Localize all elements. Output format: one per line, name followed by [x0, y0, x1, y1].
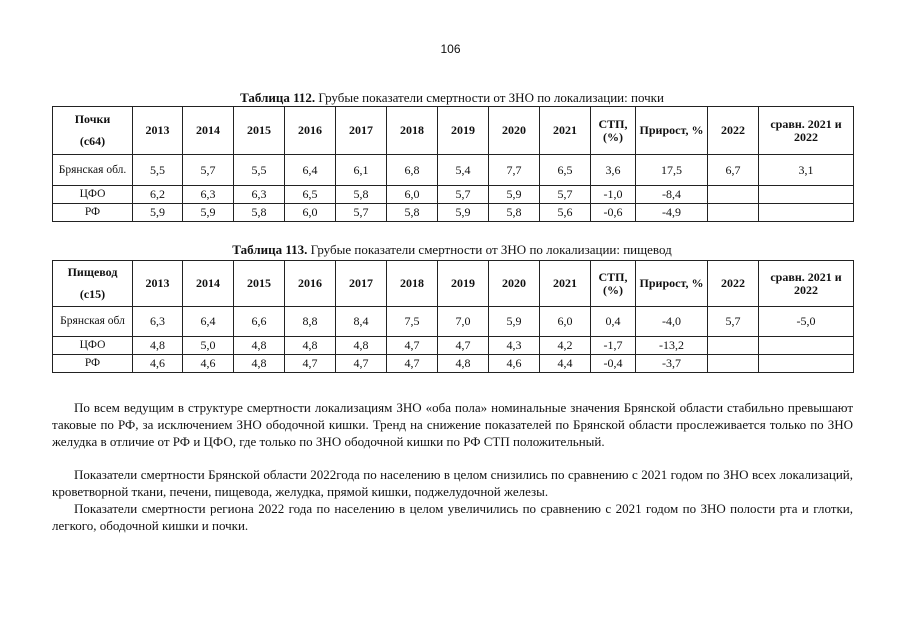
value-cell: 5,7 [183, 155, 234, 186]
caption-label: Таблица 112. [240, 90, 316, 105]
year-header: 2017 [336, 107, 387, 155]
value-cell: 4,8 [336, 337, 387, 355]
value-cell: 6,2 [133, 186, 183, 204]
value-cell: 4,7 [387, 355, 438, 373]
localization-header: Почки (с64) [53, 107, 133, 155]
caption-label: Таблица 113. [232, 242, 308, 257]
value-cell: 4,7 [336, 355, 387, 373]
year-2022-cell [708, 355, 759, 373]
value-cell: 4,6 [183, 355, 234, 373]
table-row [53, 355, 854, 373]
stp-cell: -0,6 [591, 204, 636, 222]
year-2022-header: 2022 [708, 261, 759, 307]
localization-header: Пищевод (с15) [53, 261, 133, 307]
region-cell: РФ [53, 355, 133, 373]
compare-cell [759, 186, 854, 204]
growth-header: Прирост, % [636, 261, 708, 307]
header-row [53, 261, 854, 307]
year-header: 2013 [133, 261, 183, 307]
page-number: 106 [440, 42, 461, 56]
value-cell: 6,8 [387, 155, 438, 186]
stp-header: СТП, (%) [591, 107, 636, 155]
year-header: 2018 [387, 107, 438, 155]
value-cell: 5,9 [489, 307, 540, 337]
compare-cell: 3,1 [759, 155, 854, 186]
value-cell: 6,1 [336, 155, 387, 186]
value-cell: 4,8 [438, 355, 489, 373]
growth-cell: -3,7 [636, 355, 708, 373]
value-cell: 5,9 [438, 204, 489, 222]
value-cell: 6,0 [387, 186, 438, 204]
region-cell: РФ [53, 204, 133, 222]
value-cell: 4,4 [540, 355, 591, 373]
stp-cell: -1,0 [591, 186, 636, 204]
year-header: 2015 [234, 107, 285, 155]
year-header: 2017 [336, 261, 387, 307]
compare-cell [759, 337, 854, 355]
year-header: 2019 [438, 107, 489, 155]
value-cell: 6,0 [540, 307, 591, 337]
stp-cell: -0,4 [591, 355, 636, 373]
year-2022-cell: 6,7 [708, 155, 759, 186]
value-cell: 4,7 [387, 337, 438, 355]
body-paragraph: По всем ведущим в структуре смертности локализациям ЗНО «оба пола» номинальные значения Брянской области стабильно превышают таковые по РФ, за исключением ЗНО ободочной кишки. Тренд на снижение показателей по Брянской области прослеживается только по ЗНО желудка в отличие от РФ и ЦФО, где только по ЗНО ободочной кишки по РФ СТП положительный. [52, 400, 853, 449]
table-caption-kidney [52, 90, 852, 106]
value-cell: 4,8 [285, 337, 336, 355]
growth-header: Прирост, % [636, 107, 708, 155]
stp-cell: -1,7 [591, 337, 636, 355]
year-header: 2019 [438, 261, 489, 307]
region-cell: ЦФО [53, 186, 133, 204]
value-cell: 7,5 [387, 307, 438, 337]
table-row [53, 337, 854, 355]
value-cell: 5,5 [133, 155, 183, 186]
value-cell: 6,5 [285, 186, 336, 204]
value-cell: 5,7 [336, 204, 387, 222]
value-cell: 4,6 [489, 355, 540, 373]
value-cell: 4,8 [234, 355, 285, 373]
value-cell: 5,4 [438, 155, 489, 186]
stp-cell: 3,6 [591, 155, 636, 186]
value-cell: 6,5 [540, 155, 591, 186]
growth-cell: -13,2 [636, 337, 708, 355]
value-cell: 5,9 [489, 186, 540, 204]
table-row [53, 204, 854, 222]
value-cell: 7,0 [438, 307, 489, 337]
value-cell: 7,7 [489, 155, 540, 186]
value-cell: 8,8 [285, 307, 336, 337]
body-paragraph: Показатели смертности Брянской области 2022года по населению в целом снизились по сравнению с 2021 годом по ЗНО всех локализаций, кроветворной ткани, печени, пищевода, желудка, прямой кишки, поджелудочной железы. [52, 467, 853, 499]
compare-cell: -5,0 [759, 307, 854, 337]
value-cell: 6,0 [285, 204, 336, 222]
compare-header: сравн. 2021 и 2022 [759, 107, 854, 155]
stp-cell: 0,4 [591, 307, 636, 337]
value-cell: 5,8 [336, 186, 387, 204]
year-header: 2020 [489, 107, 540, 155]
stp-header: СТП, (%) [591, 261, 636, 307]
year-header: 2020 [489, 261, 540, 307]
value-cell: 4,8 [234, 337, 285, 355]
compare-cell [759, 204, 854, 222]
table-row [53, 186, 854, 204]
year-2022-cell [708, 186, 759, 204]
table-row [53, 307, 854, 337]
growth-cell: -4,9 [636, 204, 708, 222]
growth-cell: -8,4 [636, 186, 708, 204]
table-esophagus [52, 260, 854, 373]
value-cell: 5,8 [489, 204, 540, 222]
year-header: 2021 [540, 261, 591, 307]
value-cell: 5,7 [540, 186, 591, 204]
region-cell: Брянская обл. [53, 155, 133, 186]
value-cell: 5,8 [234, 204, 285, 222]
table-kidney [52, 106, 854, 222]
value-cell: 4,8 [133, 337, 183, 355]
value-cell: 5,9 [183, 204, 234, 222]
year-2022-cell [708, 337, 759, 355]
value-cell: 6,6 [234, 307, 285, 337]
value-cell: 4,7 [285, 355, 336, 373]
value-cell: 5,7 [438, 186, 489, 204]
table-row [53, 155, 854, 186]
year-header: 2016 [285, 107, 336, 155]
value-cell: 4,7 [438, 337, 489, 355]
value-cell: 6,4 [183, 307, 234, 337]
value-cell: 6,3 [133, 307, 183, 337]
value-cell: 5,9 [133, 204, 183, 222]
value-cell: 5,8 [387, 204, 438, 222]
value-cell: 8,4 [336, 307, 387, 337]
value-cell: 5,6 [540, 204, 591, 222]
value-cell: 4,2 [540, 337, 591, 355]
growth-cell: 17,5 [636, 155, 708, 186]
year-header: 2016 [285, 261, 336, 307]
value-cell: 6,4 [285, 155, 336, 186]
compare-cell [759, 355, 854, 373]
year-header: 2021 [540, 107, 591, 155]
year-header: 2015 [234, 261, 285, 307]
caption-text: Грубые показатели смертности от ЗНО по локализации: почки [315, 90, 664, 105]
year-header: 2018 [387, 261, 438, 307]
year-header: 2014 [183, 261, 234, 307]
growth-cell: -4,0 [636, 307, 708, 337]
value-cell: 4,3 [489, 337, 540, 355]
year-header: 2013 [133, 107, 183, 155]
caption-text: Грубые показатели смертности от ЗНО по локализации: пищевод [307, 242, 672, 257]
header-row [53, 107, 854, 155]
region-cell: Брянская обл [53, 307, 133, 337]
value-cell: 5,0 [183, 337, 234, 355]
year-2022-cell: 5,7 [708, 307, 759, 337]
value-cell: 6,3 [234, 186, 285, 204]
value-cell: 4,6 [133, 355, 183, 373]
compare-header: сравн. 2021 и 2022 [759, 261, 854, 307]
year-2022-cell [708, 204, 759, 222]
value-cell: 5,5 [234, 155, 285, 186]
table-caption-esophagus [52, 242, 852, 258]
year-header: 2014 [183, 107, 234, 155]
year-2022-header: 2022 [708, 107, 759, 155]
body-paragraph: Показатели смертности региона 2022 года по населению в целом увеличились по сравнению с 2021 годом по ЗНО полости рта и глотки, легкого, ободочной кишки и почки. [52, 501, 853, 533]
value-cell: 6,3 [183, 186, 234, 204]
region-cell: ЦФО [53, 337, 133, 355]
